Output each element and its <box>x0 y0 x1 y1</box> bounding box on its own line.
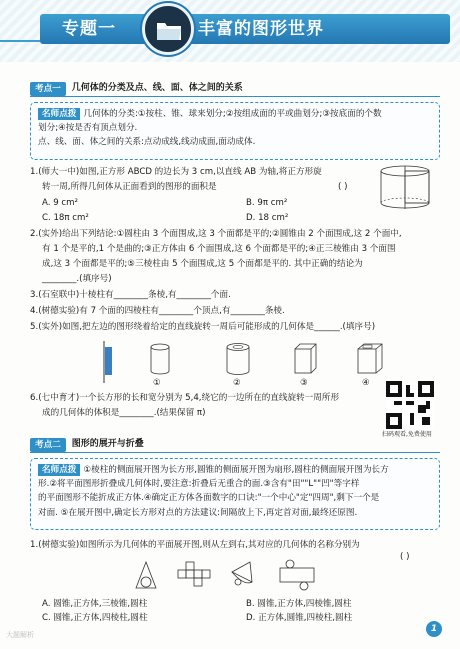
section-tag: 考点一 <box>30 82 66 96</box>
section-title: 几何体的分类及点、线、面、体之间的关系 <box>71 83 243 94</box>
nets-figure <box>130 558 330 594</box>
tip-line: 的平面图形不能折成正方体.④确定正方体各面数字的口诀:"一个中心"定"四周",剩下一个是 <box>38 493 380 504</box>
question-3: 3.(石室联中)十棱柱有________条棱,有________个面. <box>30 290 231 300</box>
question-7: 1.(树德实验)如图所示为几何体的平面展开图,则从左到右,其对应的几何体的名称分别为 <box>30 540 360 550</box>
qr-code[interactable] <box>386 381 434 429</box>
option-b: B. 9π cm² <box>246 198 288 208</box>
option-b: B. 圆锥,正方体,四棱锥,圆柱 <box>246 599 352 609</box>
question-6-line: 6.(七中育才)一个长方形的长和宽分别为 5,4,绕它的一边所在的直线旋转一周所形 <box>30 393 340 403</box>
option-label: ④ <box>362 378 370 388</box>
folder-icon <box>142 3 194 55</box>
question-6-line: 成的几何体的体积是________.(结果保留 π) <box>42 408 206 418</box>
tip-line: 划分;④按是否有顶点划分. <box>38 123 138 134</box>
header-accent-line <box>0 40 40 42</box>
section-rule <box>30 96 440 97</box>
tip-line: 几何体的分类:①按柱、锥、球来划分;②按组成面的平或曲划分;③按底面的个数 <box>83 109 382 119</box>
square-rotation-figure <box>372 163 438 213</box>
tip-line: ①棱柱的侧面展开图为长方形,圆锥的侧面展开图为扇形,圆柱的侧面展开图为长方 <box>83 465 389 475</box>
option-label: ③ <box>300 378 308 388</box>
option-c: C. 18π cm² <box>42 213 89 223</box>
section-title: 图形的展开与折叠 <box>71 439 144 450</box>
question-5: 5.(实外)如图,把左边的图形绕着给定的直线旋转一周后可能形成的几何体是______.(填序号) <box>30 322 376 332</box>
tip-label: 名师点拨 <box>38 464 80 476</box>
tip-box-2 <box>30 458 440 530</box>
question-2-line: 有 1 个是平的,1 个是曲的;③正方体由 6 个面围成,这 6 个面都是平的;④正三棱锥由 3 个面围 <box>42 244 396 254</box>
tip-line: 点、线、面、体之间的关系:点动成线,线动成面,面动成体. <box>38 137 256 148</box>
section-rule <box>30 452 440 453</box>
question-2-line: ________.(填序号) <box>42 274 112 284</box>
topic-title: 丰富的图形世界 <box>198 19 324 39</box>
page-number: 1 <box>426 621 442 637</box>
answer-paren: ( ) <box>400 552 410 562</box>
rotation-options-figure <box>88 339 398 385</box>
option-d: D. 正方体,圆锥,四棱柱,圆柱 <box>246 613 353 623</box>
section-heading-2 <box>30 438 144 452</box>
question-4: 4.(树德实验)有 7 个面的四棱柱有________个顶点,有________条棱. <box>30 306 285 316</box>
tip-box-1 <box>30 102 440 160</box>
question-2-line: 成,这 3 个面都是平的;⑤三棱柱由 5 个面围成,这 5 个面都是平的. 其中正确的结论为 <box>42 259 363 269</box>
answer-paren: ( ) <box>338 182 348 192</box>
option-label: ① <box>153 378 161 388</box>
option-a: A. 9 cm² <box>42 198 78 208</box>
option-c: C. 圆锥,正方体,四棱柱,圆柱 <box>42 613 148 623</box>
tip-label: 名师点拨 <box>38 108 80 120</box>
watermark: 大题解析 <box>6 631 34 639</box>
topic-number: 专题一 <box>62 19 116 39</box>
section-tag: 考点二 <box>30 438 66 452</box>
option-label: ② <box>233 378 241 388</box>
option-d: D. 18 cm² <box>246 213 289 223</box>
option-a: A. 圆锥,正方体,三棱锥,圆柱 <box>42 599 148 609</box>
question-1-line: 1.(师大一中)如图,正方形 ABCD 的边长为 3 cm,以直线 AB 为轴,将正方形旋 <box>30 167 322 177</box>
qr-caption: 扫码观看,免费使用 <box>382 431 432 438</box>
tip-line: 对面. ⑤在展开图中,确定长方形对点的方法建议:间隔放上下,再定首对面,最终还原图. <box>38 507 358 518</box>
section-heading-1 <box>30 82 243 96</box>
question-2-line: 2.(实外)给出下列结论:①圆柱由 3 个面围成,这 3 个面都是平的;②圆锥由 2 个面围成,这 2 个面中, <box>30 229 402 239</box>
question-1-line: 转一周,所得几何体从正面看到的图形的面积是 <box>42 182 217 192</box>
tip-line: 形.②将平面图形折叠成几何体时,要注意:折叠后无重合的面.③含有"田""L""凹"等字样 <box>38 479 360 490</box>
